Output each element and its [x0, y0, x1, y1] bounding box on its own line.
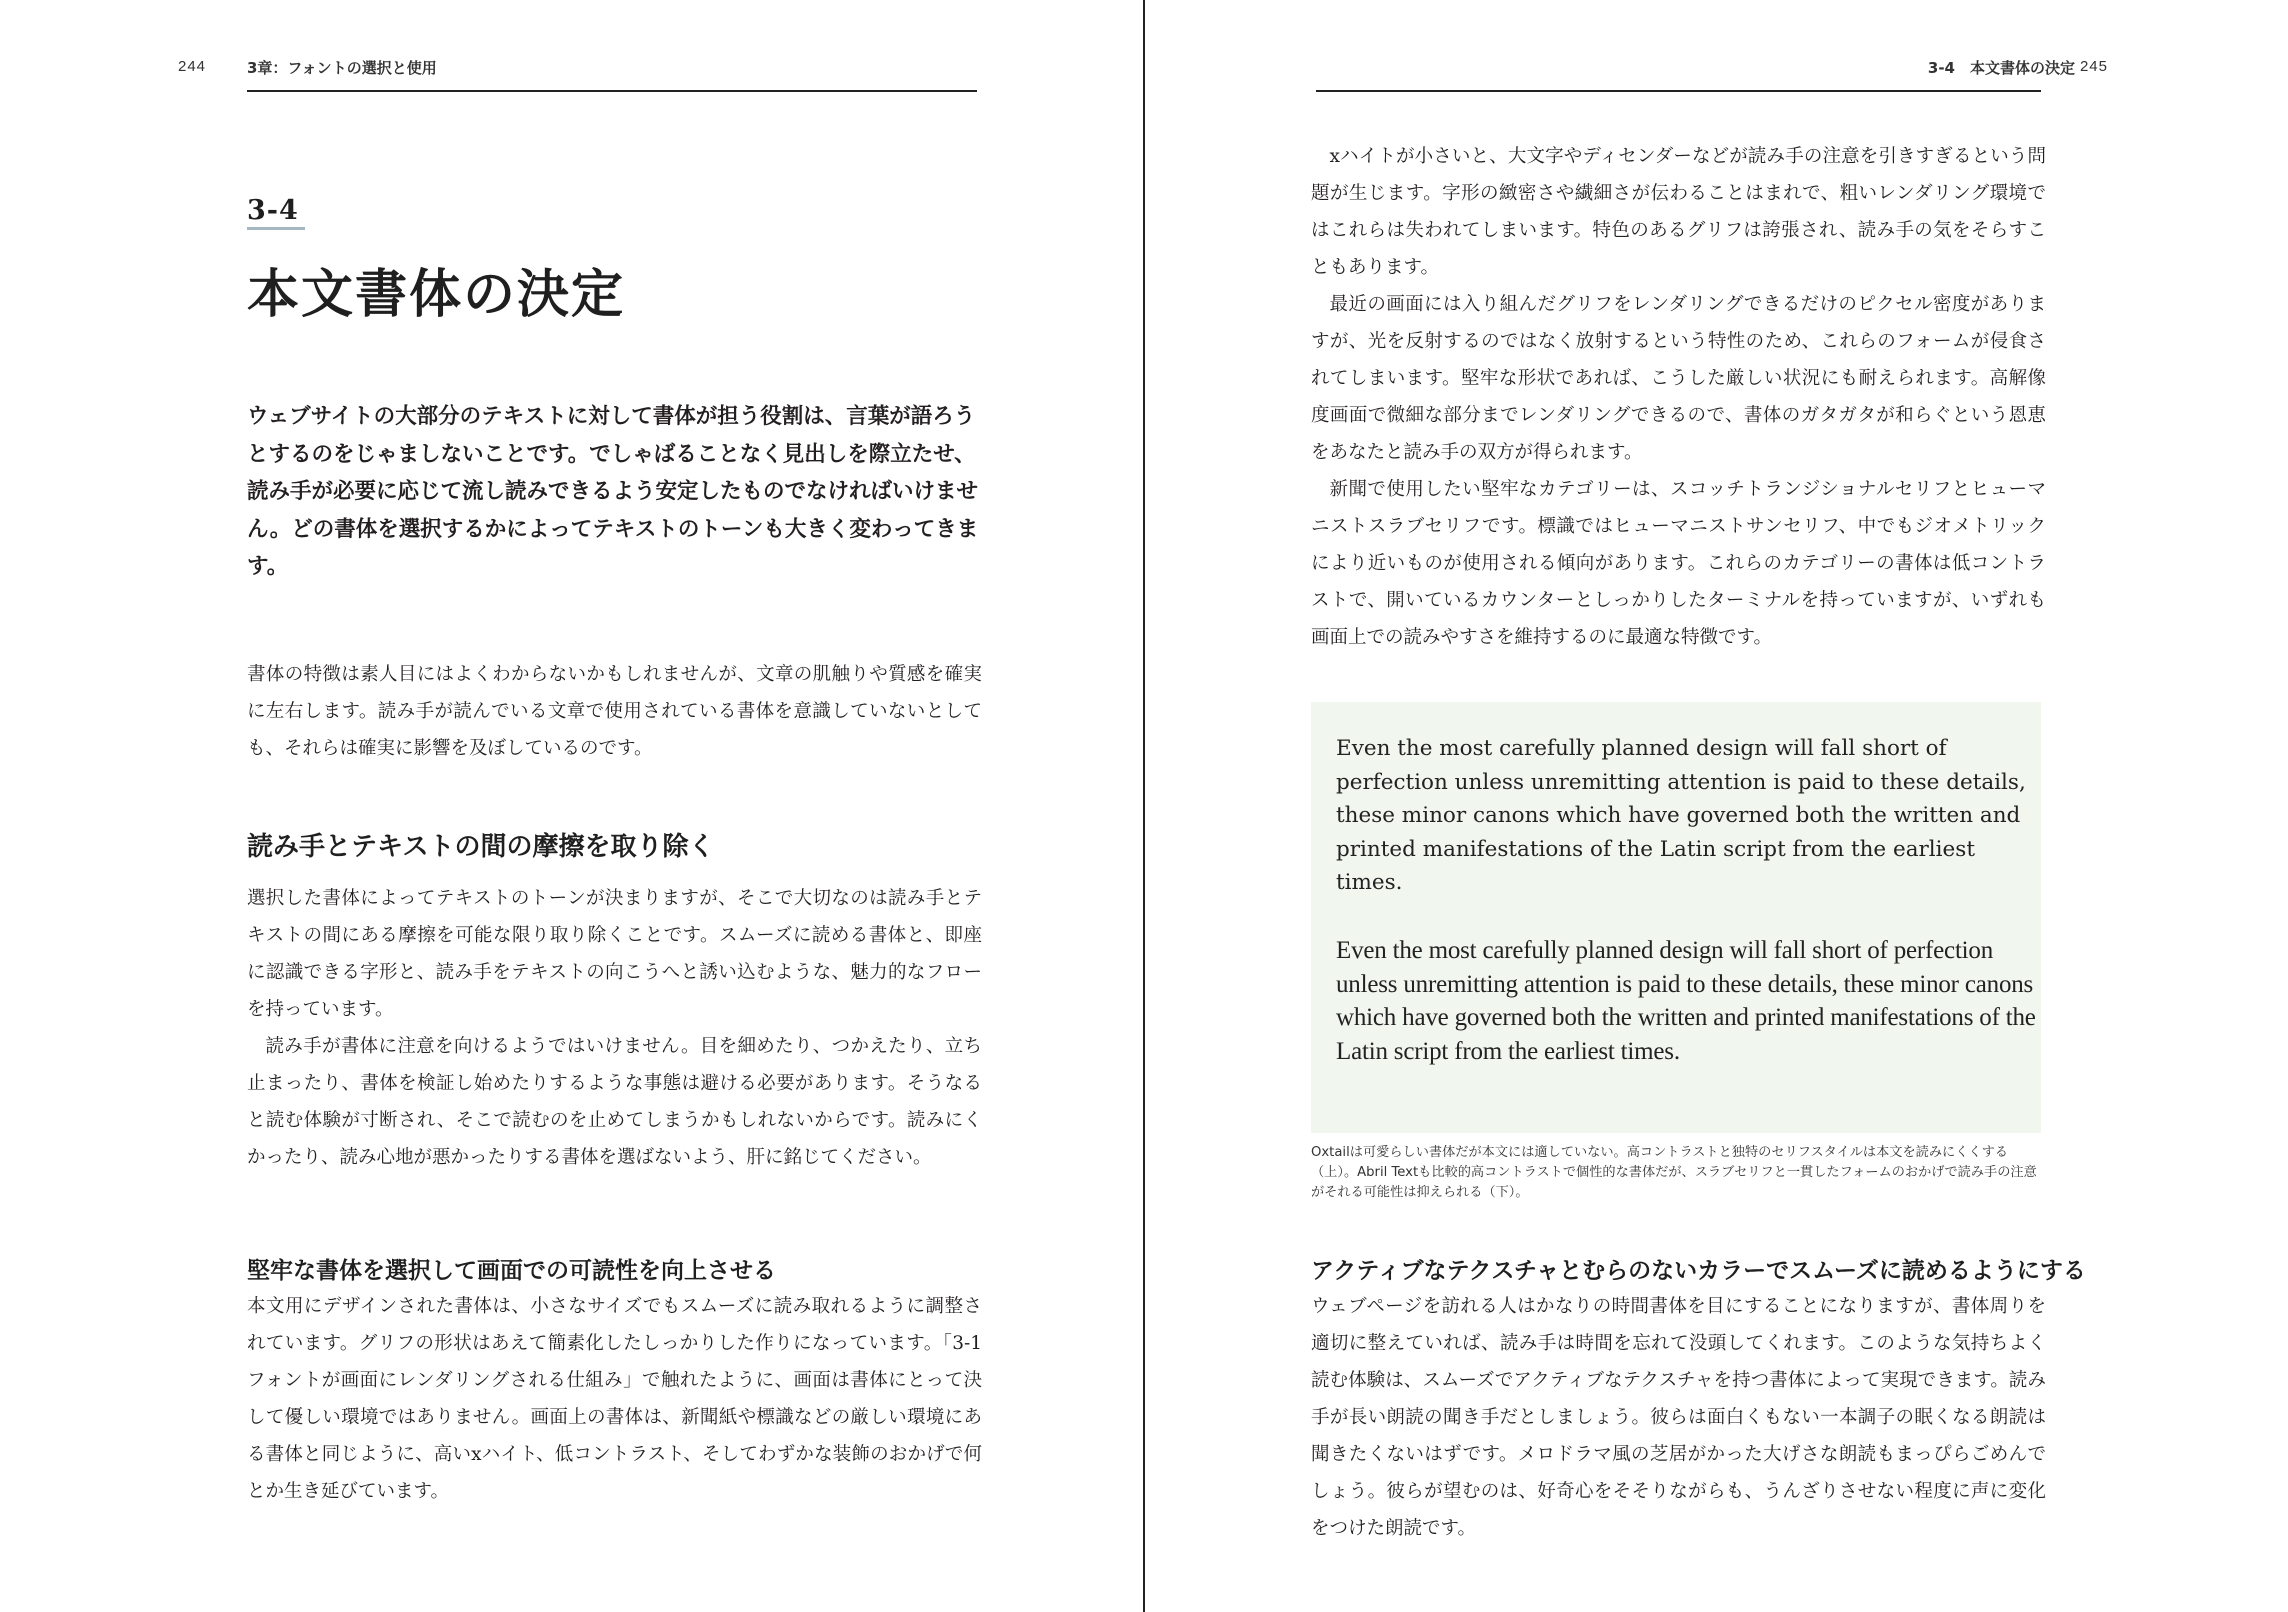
- section-number-underline: [247, 227, 305, 230]
- running-head-right: 3-4 本文書体の決定: [1927, 59, 2075, 77]
- subheading-legibility: 堅牢な書体を選択して画面での可読性を向上させる: [247, 1258, 776, 1284]
- texture-paragraph: ウェブページを訪れる人はかなりの時間書体を目にすることになりますが、書体周りを適切に整えていれば、読み手は時間を忘れて没頭してくれます。このような気持ちよく読む体験は、スムーズでアクティブなテクスチャを持つ書体によって実現できます。読み手が長い朗読の聞き手だとしましょう。彼らは面白くもない一本調子の眠くなる朗読は聞きたくないはずです。メロドラマ風の芝居がかった大げさな朗読もまっぴらごめんでしょう。彼らが望むのは、好奇心をそそりながらも、うんざりさせない程度に声に変化をつけた朗読です。: [1311, 1296, 2046, 1539]
- body-paragraph: 新聞で使用したい堅牢なカテゴリーは、スコッチトランジショナルセリフとヒューマニストスラブセリフです。標識ではヒューマニストサンセリフ、中でもジオメトリックにより近いものが使用される傾向があります。これらのカテゴリーの書体は低コントラストで、開いているカウンターとしっかりしたターミナルを持っていますが、いずれも画面上での読みやすさを維持するのに最適な特徴です。: [1311, 479, 2046, 648]
- abril-text-sample-text: Even the most carefully planned design will fall short of perfection unless unremitting attention is paid to these details, these minor canons which have governed both the written and printed manifestations of the Latin script from the earliest times.: [1336, 937, 2036, 1065]
- intro-paragraph: 書体の特徴は素人目にはよくわからないかもしれませんが、文章の肌触りや質感を確実に左右します。読み手が読んでいる文章で使用されている書体を意識していないとしても、それらは確実に影響を及ぼしているのです。: [247, 664, 982, 759]
- subheading-texture: アクティブなテクスチャとむらのないカラーでスムーズに読めるようにする: [1311, 1258, 2086, 1284]
- body-paragraph: 読み手が書体に注意を向けるようではいけません。目を細めたり、つかえたり、立ち止まったり、書体を検証し始めたりするような事態は避ける必要があります。そうなると読む体験が寸断され、そこで読むのを止めてしまうかもしれないからです。読みにくかったり、読み心地が悪かったりする書体を選ばないよう、肝に銘じてください。: [247, 1036, 982, 1168]
- legibility-paragraph: 本文用にデザインされた書体は、小さなサイズでもスムーズに読み取れるように調整されています。グリフの形状はあえて簡素化したしっかりした作りになっています。「3-1 フォントが画面にレンダリングされる仕組み」で触れたように、画面は書体にとって決して優しい環境ではありません。画面上の書体は、新聞紙や標識などの厳しい環境にある書体と同じように、高いxハイト、低コントラスト、そしてわずかな装飾のおかげで何とか生き延びています。: [247, 1296, 982, 1502]
- typeface-sample-box: [1311, 702, 2041, 1133]
- page-number-right: 245: [2079, 58, 2108, 75]
- section-title: 本文書体の決定: [247, 264, 626, 325]
- header-rule-left: [247, 90, 977, 92]
- running-head-left: 3章：フォントの選択と使用: [247, 59, 437, 77]
- left-page: [0, 0, 1143, 1612]
- body-paragraph: xハイトが小さいと、大文字やディセンダーなどが読み手の注意を引きすぎるという問題が生じます。字形の緻密さや繊細さが伝わることはまれで、粗いレンダリング環境ではこれらは失われてしまいます。特色のあるグリフは誇張され、読み手の気をそらすこともあります。: [1311, 146, 2046, 278]
- right-page: [1145, 0, 2288, 1612]
- subheading-friction: 読み手とテキストの間の摩擦を取り除く: [247, 832, 715, 862]
- section-number: 3-4: [247, 195, 299, 226]
- header-rule-right: [1316, 90, 2041, 92]
- lead-paragraph: ウェブサイトの大部分のテキストに対して書体が担う役割は、言葉が語ろうとするのをじゃましないことです。でしゃばることなく見出しを際立たせ、読み手が必要に応じて流し読みできるよう安定したものでなければいけません。どの書体を選択するかによってテキストのトーンも大きく変わってきます。: [247, 404, 979, 579]
- figure-caption: Oxtailは可愛らしい書体だが本文には適していない。高コントラストと独特のセリフスタイルは本文を読みにくくする（上）。Abril Textも比較的高コントラストで個性的な書体だが、スラブセリフと一貫したフォームのおかげで読み手の注意がそれる可能性は抑えられる（下）。: [1311, 1145, 2037, 1200]
- oxtail-sample-text: Even the most carefully planned design will fall short of perfection unless unremitting attention is paid to these details, these minor canons which have governed both the written and printed manifestations of the Latin script from the earliest times.: [1336, 736, 2026, 895]
- body-paragraph: 選択した書体によってテキストのトーンが決まりますが、そこで大切なのは読み手とテキストの間にある摩擦を可能な限り取り除くことです。スムーズに読める書体と、即座に認識できる字形と、読み手をテキストの向こうへと誘い込むような、魅力的なフローを持っています。: [247, 888, 982, 1020]
- right-intro-body: [1311, 138, 2046, 656]
- page-number-left: 244: [178, 58, 207, 75]
- body-paragraph: 最近の画面には入り組んだグリフをレンダリングできるだけのピクセル密度がありますが、光を反射するのではなく放射するという特性のため、これらのフォームが侵食されてしまいます。堅牢な形状であれば、こうした厳しい状況にも耐えられます。高解像度画面で微細な部分までレンダリングできるので、書体のガタガタが和らぐという恩恵をあなたと読み手の双方が得られます。: [1311, 294, 2046, 463]
- friction-section-body: [247, 880, 982, 1176]
